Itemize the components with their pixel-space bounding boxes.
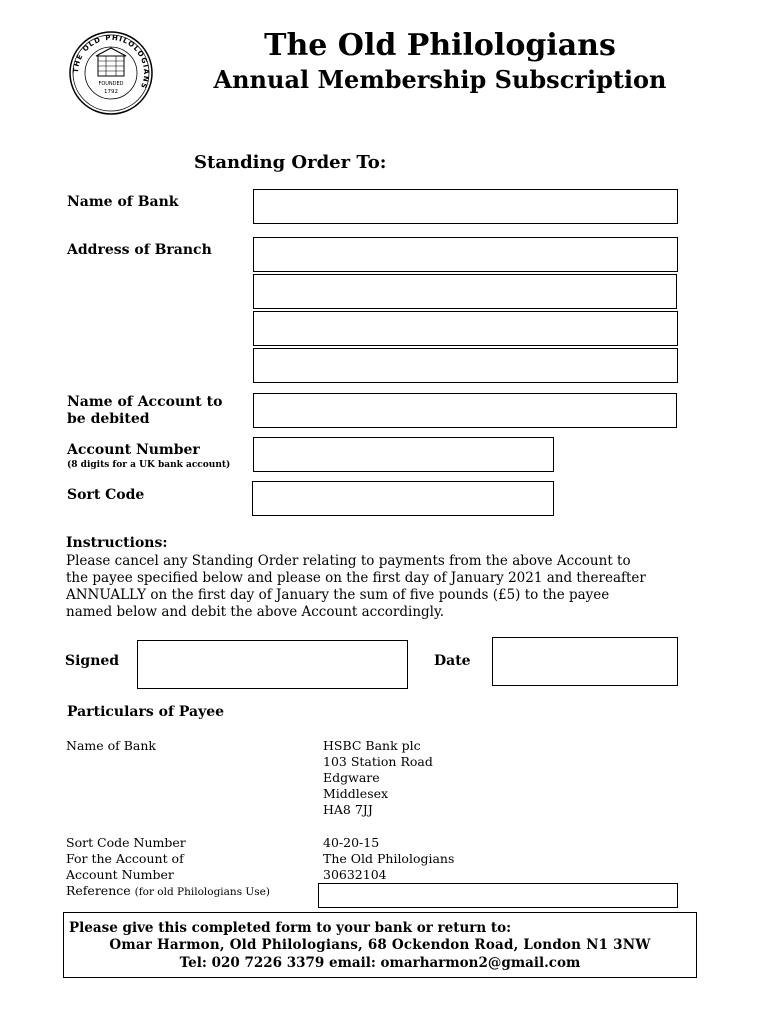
page-title: The Old Philologians (264, 28, 616, 63)
page-subtitle: Annual Membership Subscription (213, 65, 667, 94)
notice-line-1: Please give this completed form to your bank or return to: (69, 920, 512, 936)
instructions-text (66, 553, 716, 621)
payee-sort-code-label: Sort Code Number (66, 835, 186, 850)
payee-bank-address-line: 103 Station Road (323, 754, 433, 769)
payee-account-of-value: The Old Philologians (323, 851, 455, 866)
seal-founded-text: FOUNDED (98, 81, 124, 87)
payee-heading: Particulars of Payee (67, 704, 225, 720)
branch-address-line-4[interactable] (253, 348, 678, 383)
notice-contact: Tel: 020 7226 3379 email: omarharmon2@gmail.com (179, 955, 581, 971)
signed-label: Signed (65, 653, 120, 669)
branch-address-line-1[interactable] (253, 237, 678, 272)
instructions-line: the payee specified below and please on the first day of January 2021 and thereafter (66, 570, 646, 586)
reference-field[interactable] (318, 883, 678, 908)
account-name-field[interactable] (253, 393, 677, 428)
account-number-hint: (8 digits for a UK bank account) (67, 460, 231, 470)
branch-address-line-2[interactable] (253, 274, 677, 309)
payee-bank-address-line: Middlesex (323, 786, 389, 801)
signature-field[interactable] (137, 640, 408, 689)
date-field[interactable] (492, 637, 678, 686)
notice-address: Omar Harmon, Old Philologians, 68 Ockendon Road, London N1 3NW (109, 937, 651, 953)
payee-account-of-label: For the Account of (66, 851, 184, 866)
reference-label-text: Reference (66, 883, 131, 898)
payee-reference-label (66, 883, 270, 900)
return-notice-box (63, 912, 697, 978)
seal-year-text: 1792 (104, 89, 118, 95)
payee-account-number-value: 30632104 (323, 867, 387, 882)
payee-bank-address (323, 738, 433, 818)
account-number-label: Account Number (67, 442, 200, 458)
account-name-label-line2: be debited (67, 411, 150, 427)
account-number-field[interactable] (253, 437, 554, 472)
society-seal (68, 30, 154, 116)
reference-hint-text: (for old Philologians Use) (134, 886, 270, 898)
payee-bank-address-line: Edgware (323, 770, 380, 785)
instructions-line: named below and debit the above Account accordingly. (66, 604, 445, 620)
branch-address-line-3[interactable] (253, 311, 678, 346)
payee-account-number-label: Account Number (66, 867, 174, 882)
bank-name-label: Name of Bank (67, 194, 179, 210)
bank-name-field[interactable] (253, 189, 678, 224)
sort-code-field[interactable] (252, 481, 554, 516)
section-title: Standing Order To: (194, 152, 387, 173)
instructions-line: ANNUALLY on the first day of January the sum of five pounds (£5) to the payee (66, 587, 610, 603)
payee-bank-label: Name of Bank (66, 738, 157, 753)
instructions-line: Please cancel any Standing Order relating to payments from the above Account to (66, 553, 631, 569)
payee-bank-address-line: HA8 7JJ (323, 802, 373, 817)
date-label: Date (434, 653, 471, 669)
payee-sort-code-value: 40-20-15 (323, 835, 380, 850)
account-name-label-line1: Name of Account to (67, 394, 223, 410)
branch-address-label: Address of Branch (67, 242, 212, 258)
payee-bank-address-line: HSBC Bank plc (323, 738, 421, 753)
seal-ring-text: THE OLD PHILOLOGIANS (71, 33, 151, 91)
sort-code-label: Sort Code (67, 487, 145, 503)
instructions-heading: Instructions: (66, 535, 168, 551)
